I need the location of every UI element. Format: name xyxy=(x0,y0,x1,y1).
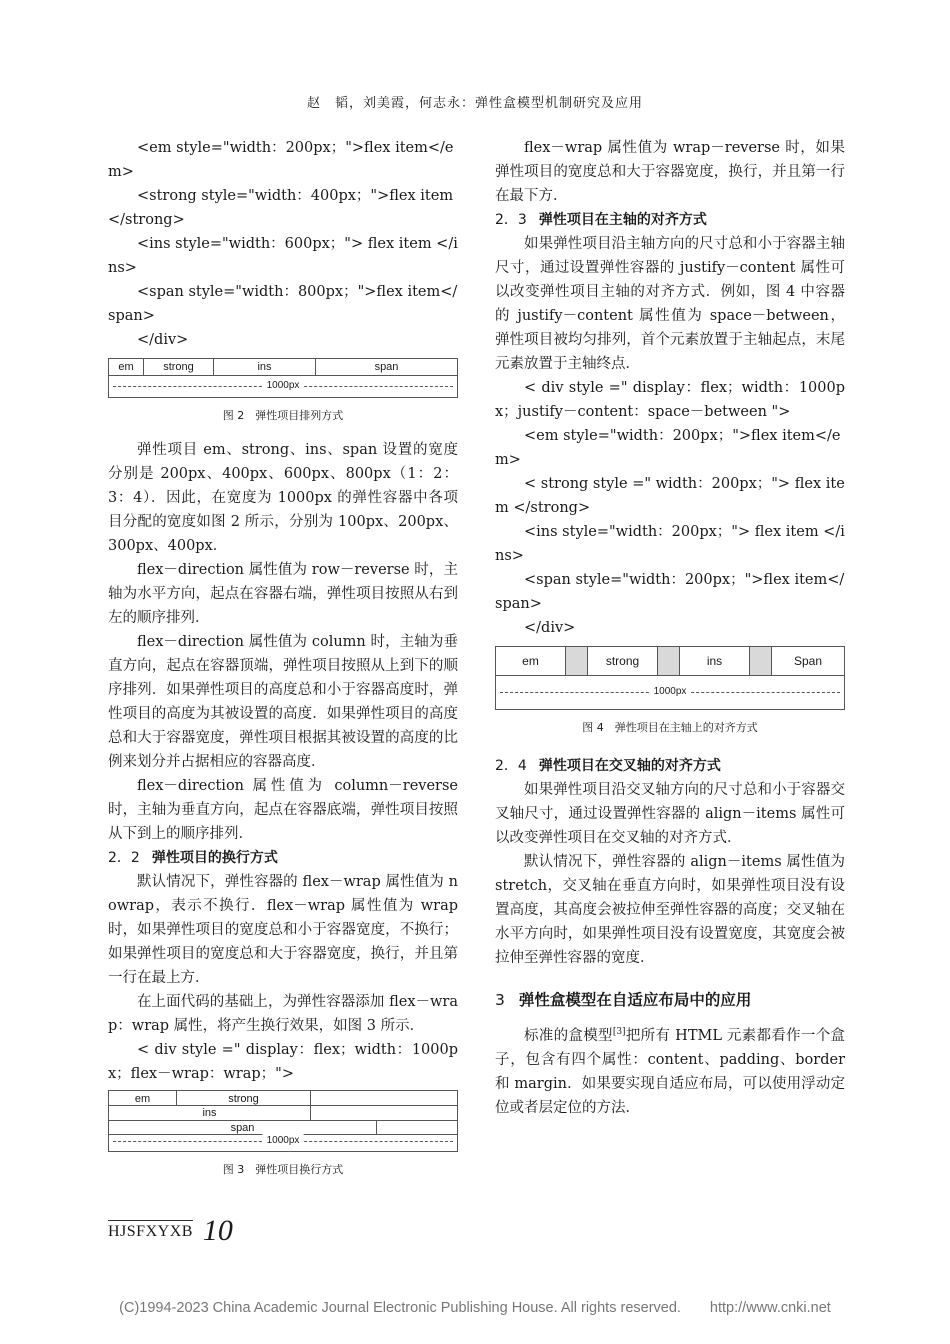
code-line: <span style="width：800px；">flex item</span> xyxy=(108,284,458,324)
fig3-caption: 图 3 弹性项目换行方式 xyxy=(222,1163,344,1176)
fig2-width-label: 1000px xyxy=(263,379,304,393)
page-number: 10 xyxy=(202,1214,233,1247)
fig4-caption: 图 4 弹性项目在主轴上的对齐方式 xyxy=(582,721,758,734)
fig2-caption: 图 2 弹性项目排列方式 xyxy=(222,409,344,422)
code-line: < div style =" display：flex；width：1000px；justify－content：space－between "> xyxy=(495,380,845,420)
fig2-cell-span: span xyxy=(374,361,399,373)
section-heading-3: 3 弹性盒模型在自适应布局中的应用 xyxy=(495,991,752,1009)
running-header: 赵 韬，刘美霞，何志永：弹性盒模型机制研究及应用 xyxy=(306,96,643,111)
fig3-cell-span: span xyxy=(109,1120,377,1134)
fig3-width-label: 1000px xyxy=(263,1134,304,1148)
fig4-width-label: 1000px xyxy=(650,685,691,699)
fig4-gap xyxy=(658,647,680,675)
section-heading-2-4: 2．4 弹性项目在交叉轴的对齐方式 xyxy=(495,758,721,774)
figure-2 xyxy=(108,358,458,398)
section-heading-2-3: 2．3 弹性项目在主轴的对齐方式 xyxy=(495,212,707,228)
paragraph: flex－direction 属性值为 column－reverse 时，主轴为垂直方向，起点在容器底端，弹性项目按照从下到上的顺序排列． xyxy=(108,778,458,842)
fig3-cell-strong: strong xyxy=(177,1091,311,1105)
fig3-cell-ins: ins xyxy=(109,1105,311,1120)
fig3-cell-em: em xyxy=(109,1091,177,1105)
code-line: < div style =" display：flex；width：1000px；flex－wrap：wrap；"> xyxy=(108,1042,458,1082)
figure-4 xyxy=(495,646,845,710)
right-column xyxy=(495,136,845,1120)
code-line: <ins style="width：200px；"> flex item </ins> xyxy=(495,524,845,564)
fig2-cell-strong: strong xyxy=(144,359,214,375)
paragraph: 默认情况下，弹性容器的 flex－wrap 属性值为 nowrap，表示不换行．flex－wrap 属性值为 wrap 时，如果弹性项目的宽度总和小于容器宽度，不换行；如果弹性项目的宽度总和大于容器宽度，换行，并且第一行在最上方． xyxy=(108,874,458,986)
left-column xyxy=(108,136,458,1192)
paragraph: 默认情况下，弹性容器的 align－items 属性值为 stretch，交叉轴在垂直方向时，如果弹性项目没有设置高度，其高度会被拉伸至弹性容器的高度；交叉轴在水平方向时，如果弹性项目没有设置宽度，其宽度会被拉伸至弹性容器的宽度． xyxy=(495,854,845,966)
code-line: <em style="width：200px；">flex item</em> xyxy=(495,428,841,468)
code-line: </div> xyxy=(137,332,189,348)
code-line: < strong style =" width：200px；"> flex item </strong> xyxy=(495,476,845,516)
copyright-notice: (C)1994-2023 China Academic Journal Electronic Publishing House. All rights reserved. http://www.cnki.net xyxy=(119,1300,831,1316)
paragraph: 在上面代码的基础上，为弹性容器添加 flex－wrap：wrap 属性，将产生换行效果，如图 3 所示． xyxy=(108,994,458,1034)
paragraph: flex－direction 属性值为 column 时，主轴为垂直方向，起点在容器顶端，弹性项目按照从上到下的顺序排列．如果弹性项目的高度总和小于容器高度时，弹性项目的高度为其被设置的高度．如果弹性项目的高度总和大于容器宽度，弹性项目根据其被设置的高度的比例来划分并占据相应的容器高度． xyxy=(108,634,458,770)
fig4-cell-ins: ins xyxy=(680,647,750,675)
fig2-cell-ins: ins xyxy=(214,359,316,375)
paragraph: flex－wrap 属性值为 wrap－reverse 时，如果弹性项目的宽度总和大于容器宽度，换行，并且第一行在最下方． xyxy=(495,140,845,204)
paragraph: 弹性项目 em、strong、ins、span 设置的宽度分别是 200px、400px、600px、800px（1：2：3：4）．因此，在宽度为 1000px 的弹性容器中各项目分配的宽度如图 2 所示，分别为 100px、200px、300px、400px． xyxy=(108,442,458,554)
journal-code: HJSFXYXB xyxy=(108,1220,193,1241)
figure-3 xyxy=(108,1090,458,1152)
code-line: <em style="width：200px；">flex item</em> xyxy=(108,140,454,180)
paragraph: flex－direction 属性值为 row－reverse 时，主轴为水平方向，起点在容器右端，弹性项目按照从右到左的顺序排列． xyxy=(108,562,458,626)
paragraph: 如果弹性项目沿交叉轴方向的尺寸总和小于容器交叉轴尺寸，通过设置弹性容器的 align－items 属性可以改变弹性项目在交叉轴的对齐方式． xyxy=(495,782,845,846)
citation-ref: [3] xyxy=(612,1027,626,1037)
code-line: </div> xyxy=(524,620,576,636)
fig2-cell-em: em xyxy=(109,359,144,375)
fig4-cell-em: em xyxy=(496,647,566,675)
fig4-gap xyxy=(566,647,588,675)
paragraph: 如果弹性项目沿主轴方向的尺寸总和小于容器主轴尺寸，通过设置弹性容器的 justify－content 属性可以改变弹性项目主轴的对齐方式．例如，图 4 中容器的 justify－content 属性值为 space－between，弹性项目被均匀排列，首个元素放置于主轴起点，末尾元素放置于主轴终点． xyxy=(495,236,845,372)
page-footer xyxy=(108,1214,233,1248)
code-line: <span style="width：200px；">flex item</span> xyxy=(495,572,845,612)
paragraph: 标准的盒模型[3]把所有 HTML 元素都看作一个盒子，包含有四个属性：content、padding、border 和 margin．如果要实现自适应布局，可以使用浮动定位或者层定位的方法． xyxy=(495,1027,845,1116)
section-heading-2-2: 2．2 弹性项目的换行方式 xyxy=(108,850,278,866)
code-line: <strong style="width：400px；">flex item </strong> xyxy=(108,188,454,228)
fig4-cell-span: Span xyxy=(793,654,823,668)
code-line: <ins style="width：600px；"> flex item </ins> xyxy=(108,236,458,276)
fig4-cell-strong: strong xyxy=(588,647,658,675)
fig4-gap xyxy=(750,647,772,675)
